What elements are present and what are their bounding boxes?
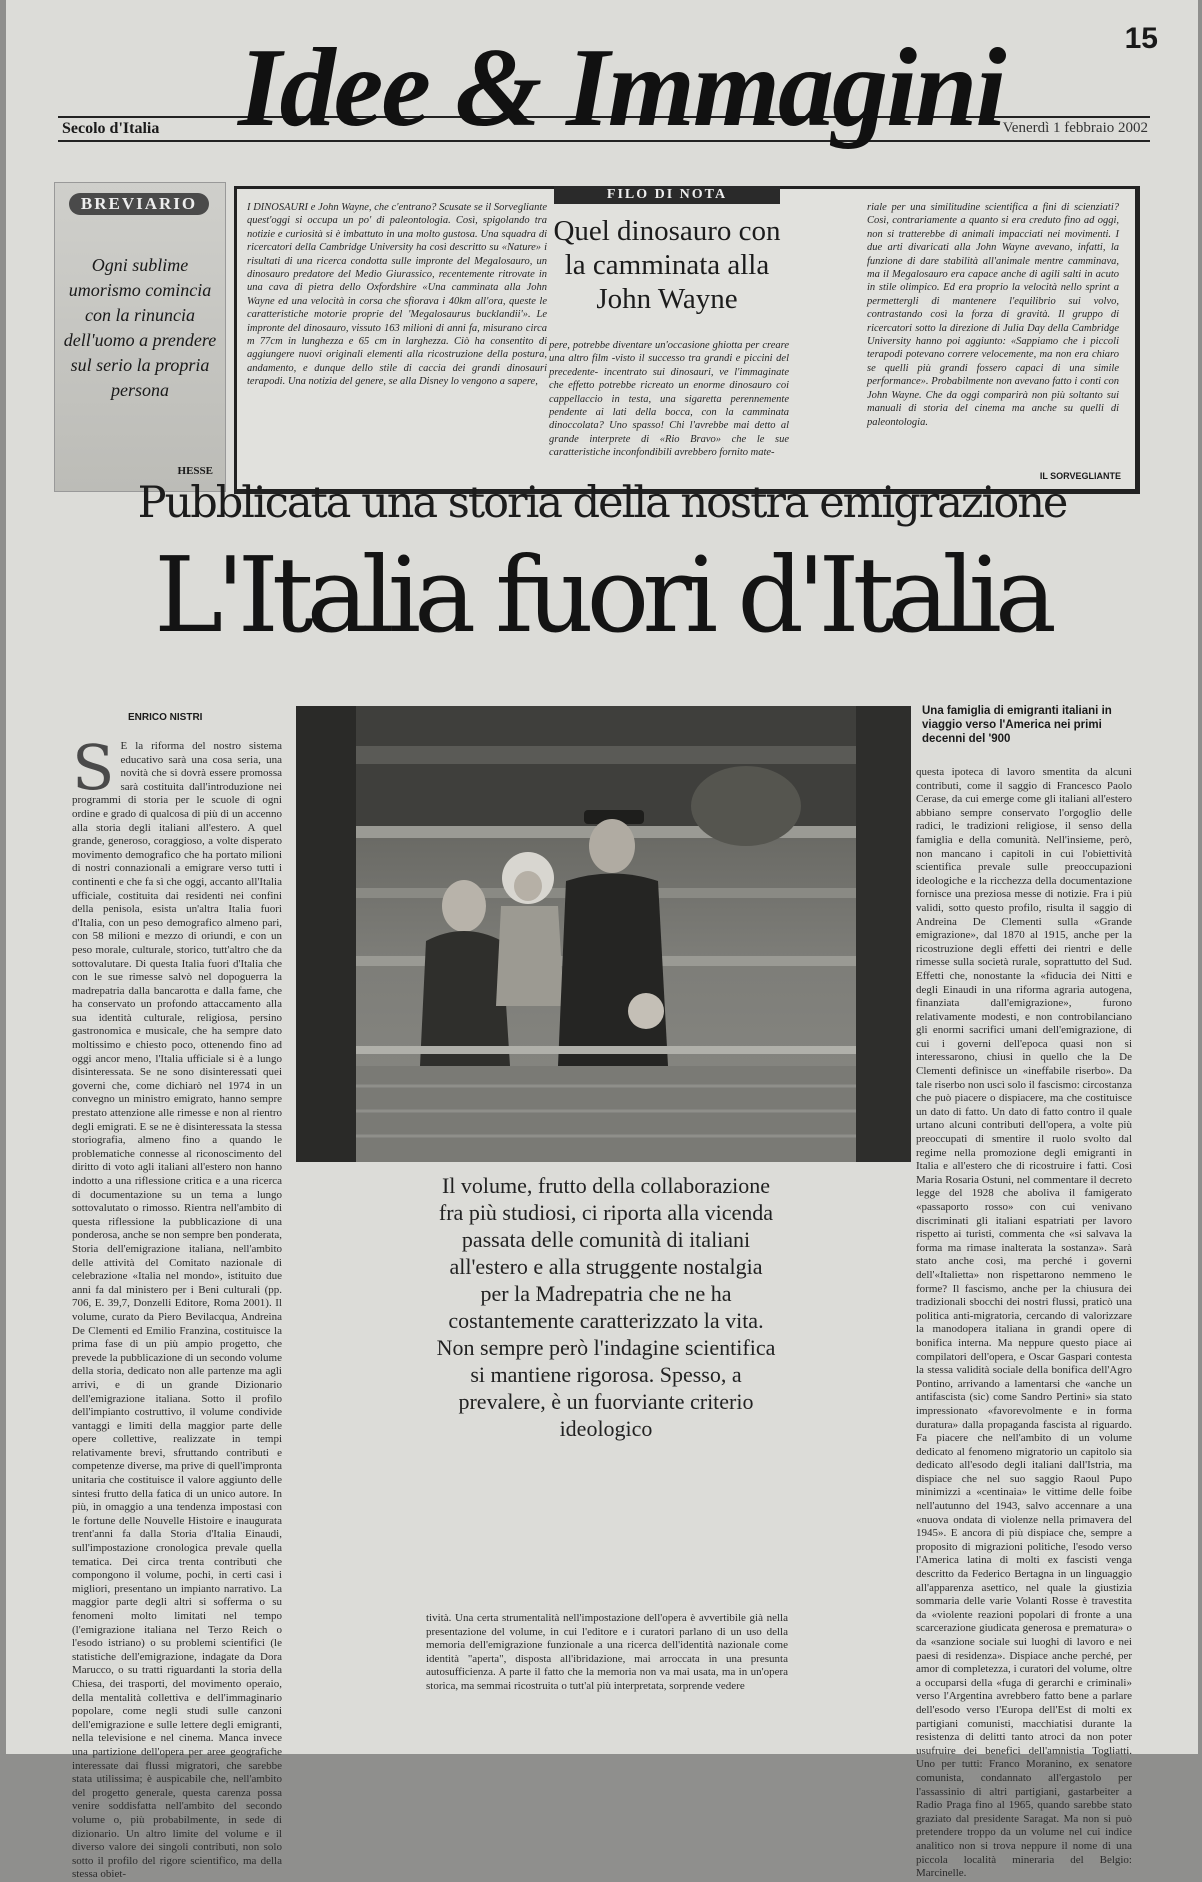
photo-illustration <box>296 706 911 1162</box>
filo-di-nota-label: FILO DI NOTA <box>554 186 780 204</box>
breviario-box <box>54 182 226 492</box>
photo-caption: Una famiglia di emigranti italiani in viaggio verso l'America nei primi decenni del '900 <box>922 705 1112 745</box>
breviario-quote: Ogni sublime umorismo comincia con la rinuncia dell'uomo a prendere sul serio la propria persona <box>63 255 217 400</box>
drop-cap: S <box>72 731 115 804</box>
article-kicker: Pubblicata una storia della nostra emigrazione <box>137 478 1067 528</box>
article-byline: ENRICO NISTRI <box>128 712 203 723</box>
filo-signature: IL SORVEGLIANTE <box>1039 471 1121 481</box>
filo-column-1: I DINOSAURI e John Wayne, che c'entrano? Scusate se il Sorvegliante quest'oggi si occupa un po' di paleontologia. Così, spigolando tra notizie e curiosità si è imbattuto in una molto gustosa. Una squadra di ricercatori della Cambridge University ha così descritto su «Nature» i risultati di una ricerca condotta sulle impronte del Megalosauro, un dinosauro predatore del Medio Giurassico, recentemente ritrovate in una cava di pietra dello Oxfordshire «Una camminata alla John Wayne ed una velocità in corsa che sfiorava i 40km all'ora, queste le caratteristiche motorie proprie del 'Megalosaurus bucklandii'». Le impronte del dinosauro, vissuto 163 milioni di anni fa, misurano circa m 77cm in lunghezza e 65 cm in larghezza. Ciò ha consentito di aggiungere nuovi originali elementi alla ricostruzione della postura, andamento, e dunque dello stile di caccia dei grandi dinosauri terapodi. Una notizia del genere, se alla Disney lo vengono a sapere, <box>247 202 547 388</box>
breviario-label: BREVIARIO <box>69 193 209 215</box>
filo-di-nota-title: Quel dinosauro con la camminata alla John Wayne <box>553 215 781 315</box>
article-column-1-text: E la riforma del nostro sistema educativo sarà una cosa seria, una novità che si dovrà essere promossa sarà costituita dall'introduzione nei programmi di storia per le scuole di ogni ordine e grado di qualcosa di più di un accenno alla storia degli italiani all'estero. A quel grande, generoso, coraggioso, a volte disperato movimento demografico che ha portato milioni di nostri connazionali a emigrare verso tutti i continenti e che fa sì che oggi, accanto all'Italia ufficiale, costituita dai residenti nei confini della penisola, esista un'altra Italia fuori d'Italia, con un peso demografico almeno pari, con 58 milioni e mezzo di oriundi, e con un peso morale, culturale, storico, tutt'altro che da sottovalutare. Di questa Italia fuori d'Italia che con le sue rimesse salvò nel dopoguerra la madrepatria dalla bancarotta e dalla fame, che ha conservato un profondo attaccamento alla sua identità culturale, religiosa, persino gastronomica e musicale, che ha sempre dato moltissimo e chiesto poco, ottenendo fino ad oggi ancor meno, l'Italia ufficiale si è a lungo disinteressata. Se ne sono disinteressati quei governi che, come dichiarò nel 1974 in un convegno un ministro emigrato, hanno sempre prestato attenzione alle rimesse e non al rientro degli emigrati. E se ne è disinteressata la stessa storiografia, almeno fino a quando le problematiche connesse al riconoscimento del diritto di voto agli italiani all'estero non hanno indotto a una riflessione critica e a una ricerca di documentazione su un tema a lungo sottovalutato o rimosso. Rientra nell'ambito di questa riflessione la pubblicazione di una ponderosa, anche se non sempre ben ponderata, Storia dell'emigrazione italiana, nell'ambito delle attività del Comitato nazionale di celebrazione «Italia nel mondo», istituito due anni fa dal ministero per i Beni culturali (pp. 706, E. 39,7, Donzelli Editore, Roma 2001). Il volume, curato da Piero Bevilacqua, Andreina De Clementi ed Emilio Franzina, costituisce la prima fase di un più ampio progetto, che prevede la pubblicazione di un secondo volume della storia, dedicato non alle partenze ma agli arrivi, e di un grande Dizionario dell'emigrazione italiana. Sotto il profilo dell'impianto costruttivo, il volume condivide vantaggi e limiti della maggior parte delle opere collettive, realizzate in tempi relativamente brevi, sfruttando contributi e competenze diverse, ma prive di quell'impronta unitaria che costituisce il valore aggiunto delle sintesi frutto della fatica di un unico autore. In più, in omaggio a una tendenza impostasi con le fortune delle Nouvelle Histoire e inaugurata trent'anni fa dalla Storia d'Italia Einaudi, sull'impostazione cronologica prevale quella tematica. Dei circa trenta contributi che compongono il volume, pochi, in certi casi i migliori, presentano un impianto narrativo. La maggior parte degli altri si sofferma o su fenomeni molto limitati nel tempo (l'emigrazione italiana nel Terzo Reich o l'esodo istriano) o su problemi scientifici (le statistiche dell'emigrazione, indagate da Dora Marucco, o su tratti riguardanti la storia della Chiesa, dei trasporti, del movimento operaio, della mentalità collettiva e dell'immaginario popolare, come negli studi sulle canzoni dell'emigrazione e sulle lettere degli emigranti, nella televisione e nel cinema. Manca invece una partizione dell'opera per aree geografiche interessate dai flussi migratori, che sarebbe stata utilissima; è auspicabile che, nell'ambito del progetto generale, questa carenza possa venire soddisfatta nell'ambito del secondo volume o, più probabilmente, in sede di dizionario. Un altro limite del volume e il diverso valore dei singoli contributi, non solo sotto il profilo del rigore scientifico, ma della stessa obiet- <box>72 740 282 1881</box>
page-number: 15 <box>1124 22 1158 55</box>
emigrant-family-photo <box>296 706 911 1162</box>
section-title: Idee & Immagini <box>238 26 1005 150</box>
filo-column-3: riale per una similitudine scientifica a fini di scienziati? Così, contrariamente a quanto si era creduto fino ad oggi, non si tratterebbe di animali impacciati nei movimenti. I due arti divaricati alla John Wayne avevano, infatti, la funzione di dare stabilità all'animale mentre camminava, ma il Megalosauro era capace anche di agili salti in acuto in stile olimpico. Ed era proprio la velocità nello sprint a permettergli di mantenere l'equilibrio sui volvo, contrastando così la forza di gravità. Il gruppo di ricercatori sotto la direzione di Julia Day della Cambridge University hanno poi aggiunto: «Sappiamo che i piccoli terapodi potevano correre velocemente, ma non era chiaro se quelli più grandi fossero capaci di una simile performance». Probabilmente non avevano fatto i conti con John Wayne. Che da oggi comparirà non più soltanto sui manuali di storia del cinema ma anche su quelli di paleontologia. <box>867 202 1119 428</box>
pull-quote: Il volume, frutto della collaborazione fra più studiosi, ci riporta alla vicenda passata delle comunità di italiani all'estero e alla struggente nostalgia per la Madrepatria che ne ha costantemente caratterizzato la vita. Non sempre però l'indagine scientifica si mantiene rigorosa. Spesso, a prevalere, è un fuorviante criterio ideologico <box>436 1173 776 1441</box>
newspaper-page <box>6 0 1198 1881</box>
article-headline: L'Italia fuori d'Italia <box>154 534 1050 656</box>
filo-column-2: pere, potrebbe diventare un'occasione ghiotta per creare una altro film -visto il successo tra grandi e piccini del precedente- incentrato sui dinosauri, ve l'immaginate che effetto potrebbe ricreato un enorme dinosauro coi cappellaccio in testa, una sigaretta perennemente pendente ai lati della bocca, con la camminata dinoccolata? Uno spasso! Chi l'avrebbe mai detto al grande interprete di «Rio Bravo» che le sue caratteristiche inconfondibili avrebbero fornito mate- <box>549 340 789 459</box>
breviario-author: HESSE <box>177 465 213 477</box>
pull-quote-box <box>432 1162 780 1556</box>
paper-name: Secolo d'Italia <box>62 120 160 137</box>
article-column-3: questa ipoteca di lavoro smentita da alcuni contributi, come il saggio di Francesco Paolo Cerase, da cui emerge come gli italiani all'estero abbiano sempre conservato l'orgoglio delle radici, le tradizioni religiose, il senso della famiglia e della comunità. Nell'insieme, però, non mancano i capitoli in cui l'obiettività scientifica prevale sulle preoccupazioni ideologiche e la ricchezza della documentazione fornisce una preziosa messe di notizie. Fra i più validi, sotto questo profilo, risulta il saggio di Andreina De Clementi sulla «Grande emigrazione», dal 1870 al 1915, anche per la ricostruzione degli effetti dei rientri e delle rimesse sulla società rurale, soprattutto del Sud. Effetti che, nonostante la «fiducia dei Nitti e degli Einaudi in una riforma agraria autogena, finanziata dall'emigrazione», furono relativamente modesti, e non controbilanciano gli enormi sacrifici umani dell'emigrazione, di cui i governi dell'epoca quasi non si interessarono, chiusi in quello che la De Clementi definisce un «ineffabile riserbo». Da tale riserbo non uscì solo il fascismo: circostanza che può piacere o dispiacere, ma che costituisce un dato di fatto. Un dato di fatto contro il quale urtano alcuni contributi dell'opera, a volte più preoccupati di smentire il ruolo svolto dal regime nella promozione degli emigranti in Italia e all'estero che di ricostruire i fatti. Così Maria Rosaria Ostuni, nel commentare il decreto legge del 1928 che aboliva il famigerato «passaporto rosso» con cui venivano discriminati gli italiani espatriati per lavoro rispetto ai turisti, commenta che «si salvava la forma ma rimase inalterata la sostanza». Sarà stato anche così, ma perché i governi dell'«Italietta» non rispettarono nemmeno le forme? Il fascismo, anche per la chiusura dei tradizionali sbocchi dei nostri flussi, praticò una politica anti-migratoria, cercando di valorizzare la manodopera italiana in grandi opere di bonifica interna. Ma neppure questo piace ai compilatori dell'opera, e Oscar Gaspari contesta la stessa validità sociale della bonifica dell'Agro Pontino, arrivando a lamentarsi che «anche un antifascista (sic) come Sandro Pertini» sia stato impressionato «favorevolmente e in forma duratura» dalla propaganda fascista al riguardo. Fa piacere che nell'ambito di un volume dedicato al fenomeno migratorio un capitolo sia dedicato all'esodo degli italiani dall'Istria, ma dispiace che nel suo saggio Raoul Pupo minimizzi a «centinaia» le vittime delle foibe nell'autunno del 1943, salvo accennare a una «nuova ondata di violenze nella primavera del 1945». E ancora di più dispiace che, sempre a proposito di migrazioni politiche, l'esodo verso l'America latina di molti ex fascisti venga descritto da Federico Bertagna in un linguaggio all'apparenza asettico, nel quale la giustizia sommaria delle varie Volanti Rosse è travestita da «violente reazioni popolari di fronte a una scarcerazione giudicata generosa e prematura» o da «sanzione sociale sui luoghi di lavoro e nei paesi di residenza». Dispiace anche perché, per amor di completezza, i curatori del volume, oltre a occuparsi della «fuga di gerarchi e criminali» verso l'Argentina avrebbero fatto bene a parlare dell'esodo verso l'Europa dell'Est di molti ex partigiani comunisti, macchiatisi durante la resistenza di delitti tanto atroci da non poter usufruire dei benefici dell'amnistia Togliatti. Uno per tutti: Franco Moranino, ex senatore comunista, condannato all'ergastolo per l'assassinio di altri partigiani, gastarbeiter a Radio Praga fino al 1965, quando sarebbe stato graziato dal presidente Saragat. Ma non si può pretendere troppo da un volume nel cui indice analitico non si trova neppure il nome di una piccola località mineraria del Belgio: Marcinelle. <box>916 766 1132 1880</box>
article-column-1 <box>72 731 282 1881</box>
issue-date: Venerdì 1 febbraio 2002 <box>1002 120 1148 136</box>
article-column-2: tività. Una certa strumentalità nell'impostazione dell'opera è avvertibile già nella presentazione del volume, in cui l'editore e i curatori parlano di un uso della memoria dell'emigrazione funzionale a una ricerca dell'identità nazionale come identità "aperta", disposta all'ibridazione, mai arroccata in una presunta autosufficienza. A parte il fatto che la memoria non va mai usata, ma in un'opera storica, ma semmai ricostruita o tutt'al più interpretata, sorprende vedere <box>426 1612 788 1692</box>
